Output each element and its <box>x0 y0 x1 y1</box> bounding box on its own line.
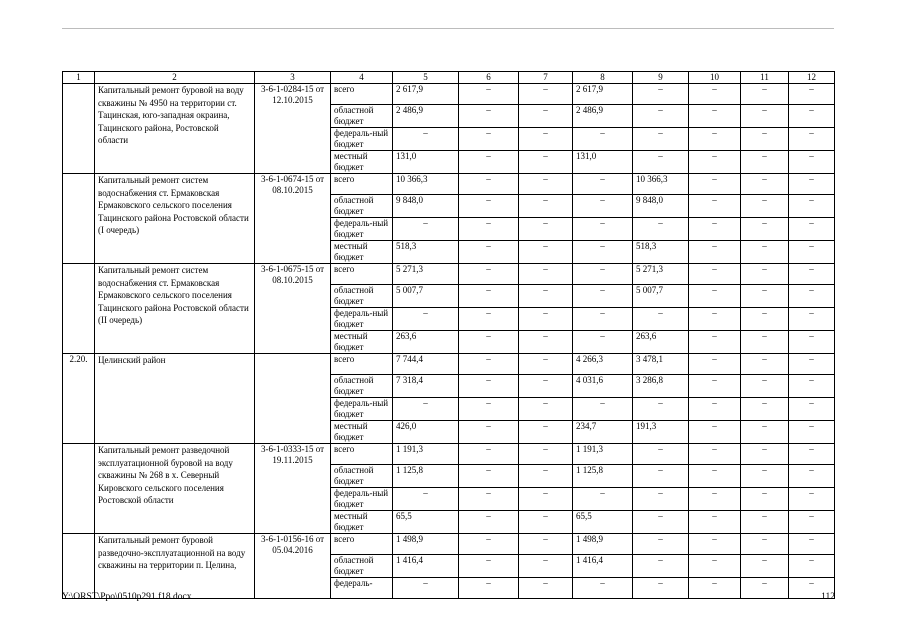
amount-cell: – <box>393 578 459 599</box>
funding-source: областной бюджет <box>331 195 393 218</box>
amount-cell: 426,0 <box>393 421 459 444</box>
amount-cell: – <box>393 218 459 241</box>
amount-cell: – <box>689 354 741 375</box>
amount-cell: 5 271,3 <box>633 264 689 285</box>
amount-cell: 1 416,4 <box>393 555 459 578</box>
amount-cell: – <box>741 578 789 599</box>
amount-cell: – <box>459 354 519 375</box>
amount-cell: – <box>459 128 519 151</box>
amount-cell: – <box>789 354 835 375</box>
amount-cell: 7 318,4 <box>393 375 459 398</box>
amount-cell: – <box>789 308 835 331</box>
amount-cell: 10 366,3 <box>393 174 459 195</box>
amount-cell: 131,0 <box>573 151 633 174</box>
amount-cell: – <box>741 105 789 128</box>
amount-cell: – <box>789 264 835 285</box>
amount-cell: 10 366,3 <box>633 174 689 195</box>
amount-cell: – <box>741 534 789 555</box>
amount-cell: – <box>633 151 689 174</box>
amount-cell: – <box>789 534 835 555</box>
amount-cell: – <box>573 331 633 354</box>
amount-cell: – <box>633 218 689 241</box>
amount-cell: – <box>519 218 573 241</box>
amount-cell: – <box>741 354 789 375</box>
expertise-doc-number: 3-6-1-0284-15 от 12.10.2015 <box>255 84 331 174</box>
amount-cell: – <box>393 488 459 511</box>
column-number: 11 <box>741 72 789 84</box>
table-row <box>63 174 835 195</box>
amount-cell: – <box>519 465 573 488</box>
amount-cell: 1 191,3 <box>573 444 633 465</box>
amount-cell: – <box>689 465 741 488</box>
amount-cell: – <box>573 398 633 421</box>
amount-cell: – <box>689 195 741 218</box>
amount-cell: – <box>519 195 573 218</box>
amount-cell: – <box>393 128 459 151</box>
funding-source: местный бюджет <box>331 421 393 444</box>
funding-source: всего <box>331 174 393 195</box>
expertise-doc-number <box>255 354 331 444</box>
amount-cell: 2 486,9 <box>393 105 459 128</box>
amount-cell: – <box>789 331 835 354</box>
row-number <box>63 84 95 174</box>
amount-cell: – <box>459 555 519 578</box>
amount-cell: – <box>789 488 835 511</box>
expertise-doc-number: 3-6-1-0674-15 от 08.10.2015 <box>255 174 331 264</box>
table-row <box>63 534 835 555</box>
column-number: 4 <box>331 72 393 84</box>
amount-cell: – <box>573 195 633 218</box>
amount-cell: – <box>633 488 689 511</box>
amount-cell: – <box>393 308 459 331</box>
amount-cell: 234,7 <box>573 421 633 444</box>
amount-cell: 263,6 <box>633 331 689 354</box>
amount-cell: – <box>789 444 835 465</box>
expertise-doc-number: 3-6-1-0156-16 от 05.04.2016 <box>255 534 331 599</box>
amount-cell: – <box>689 375 741 398</box>
amount-cell: – <box>689 241 741 264</box>
amount-cell: – <box>741 174 789 195</box>
amount-cell: – <box>573 264 633 285</box>
amount-cell: 1 125,8 <box>573 465 633 488</box>
amount-cell: 518,3 <box>633 241 689 264</box>
funding-source: местный бюджет <box>331 511 393 534</box>
amount-cell: – <box>789 578 835 599</box>
amount-cell: – <box>689 308 741 331</box>
amount-cell: – <box>633 398 689 421</box>
amount-cell: – <box>741 488 789 511</box>
amount-cell: – <box>519 421 573 444</box>
amount-cell: – <box>519 534 573 555</box>
table-row <box>63 444 835 465</box>
amount-cell: – <box>633 555 689 578</box>
funding-source: всего <box>331 84 393 105</box>
amount-cell: – <box>789 421 835 444</box>
project-name: Капитальный ремонт систем водоснабжения ст. Ермаковская Ермаковского сельского поселения Тацинского района Ростовской области (II очередь) <box>95 264 255 354</box>
amount-cell: – <box>789 555 835 578</box>
amount-cell: – <box>459 285 519 308</box>
project-name: Капитальный ремонт разведочной эксплуатационной буровой на воду скважины № 268 в х. Северный Кировского сельского поселения Ростовской области <box>95 444 255 534</box>
amount-cell: 3 286,8 <box>633 375 689 398</box>
amount-cell: – <box>573 218 633 241</box>
amount-cell: 3 478,1 <box>633 354 689 375</box>
amount-cell: – <box>459 421 519 444</box>
amount-cell: – <box>459 465 519 488</box>
amount-cell: – <box>519 151 573 174</box>
amount-cell: 2 486,9 <box>573 105 633 128</box>
funding-source: областной бюджет <box>331 465 393 488</box>
amount-cell: – <box>519 375 573 398</box>
amount-cell: – <box>459 195 519 218</box>
funding-source: областной бюджет <box>331 105 393 128</box>
column-number: 12 <box>789 72 835 84</box>
amount-cell: – <box>789 195 835 218</box>
amount-cell: – <box>633 534 689 555</box>
amount-cell: – <box>689 578 741 599</box>
row-number <box>63 174 95 264</box>
amount-cell: – <box>573 241 633 264</box>
amount-cell: – <box>741 151 789 174</box>
amount-cell: – <box>789 465 835 488</box>
amount-cell: – <box>573 285 633 308</box>
amount-cell: – <box>633 128 689 151</box>
amount-cell: – <box>519 578 573 599</box>
amount-cell: – <box>789 285 835 308</box>
amount-cell: – <box>633 578 689 599</box>
amount-cell: – <box>573 128 633 151</box>
amount-cell: 7 744,4 <box>393 354 459 375</box>
amount-cell: – <box>689 128 741 151</box>
amount-cell: – <box>689 105 741 128</box>
amount-cell: – <box>459 444 519 465</box>
amount-cell: 1 191,3 <box>393 444 459 465</box>
funding-source: федераль-ный бюджет <box>331 398 393 421</box>
amount-cell: – <box>689 534 741 555</box>
amount-cell: – <box>741 375 789 398</box>
column-number: 10 <box>689 72 741 84</box>
amount-cell: – <box>519 285 573 308</box>
amount-cell: – <box>741 465 789 488</box>
amount-cell: – <box>741 84 789 105</box>
amount-cell: 5 007,7 <box>393 285 459 308</box>
project-name: Капитальный ремонт систем водоснабжения ст. Ермаковская Ермаковского сельского поселения Тацинского района Ростовской области (I очередь) <box>95 174 255 264</box>
amount-cell: – <box>689 151 741 174</box>
budget-table <box>62 71 835 599</box>
column-number: 9 <box>633 72 689 84</box>
column-number-row <box>63 72 835 84</box>
amount-cell: – <box>689 511 741 534</box>
amount-cell: – <box>741 128 789 151</box>
amount-cell: 9 848,0 <box>393 195 459 218</box>
funding-source: всего <box>331 264 393 285</box>
funding-source: местный бюджет <box>331 151 393 174</box>
amount-cell: – <box>459 151 519 174</box>
amount-cell: – <box>519 555 573 578</box>
amount-cell: – <box>459 375 519 398</box>
amount-cell: – <box>459 534 519 555</box>
amount-cell: – <box>741 511 789 534</box>
amount-cell: – <box>789 151 835 174</box>
funding-source: местный бюджет <box>331 331 393 354</box>
amount-cell: – <box>633 308 689 331</box>
amount-cell: – <box>519 488 573 511</box>
funding-source: федераль-ный бюджет <box>331 488 393 511</box>
amount-cell: – <box>789 398 835 421</box>
expertise-doc-number: 3-6-1-0675-15 от 08.10.2015 <box>255 264 331 354</box>
amount-cell: – <box>741 421 789 444</box>
funding-source: всего <box>331 534 393 555</box>
row-number <box>63 444 95 534</box>
amount-cell: – <box>789 375 835 398</box>
amount-cell: – <box>689 488 741 511</box>
amount-cell: – <box>519 308 573 331</box>
column-number: 6 <box>459 72 519 84</box>
amount-cell: – <box>789 218 835 241</box>
amount-cell: – <box>633 465 689 488</box>
amount-cell: – <box>689 218 741 241</box>
amount-cell: – <box>741 241 789 264</box>
amount-cell: – <box>459 241 519 264</box>
amount-cell: – <box>519 444 573 465</box>
expertise-doc-number: 3-6-1-0333-15 от 19.11.2015 <box>255 444 331 534</box>
amount-cell: 263,6 <box>393 331 459 354</box>
amount-cell: – <box>519 241 573 264</box>
amount-cell: – <box>741 444 789 465</box>
funding-source: местный бюджет <box>331 241 393 264</box>
amount-cell: – <box>741 331 789 354</box>
row-number: 2.20. <box>63 354 95 444</box>
amount-cell: – <box>573 578 633 599</box>
amount-cell: – <box>459 105 519 128</box>
amount-cell: – <box>519 84 573 105</box>
funding-source: федераль-ный бюджет <box>331 308 393 331</box>
amount-cell: 65,5 <box>573 511 633 534</box>
column-number: 5 <box>393 72 459 84</box>
funding-source: областной бюджет <box>331 285 393 308</box>
project-name: Капитальный ремонт буровой на воду скважины № 4950 на территории ст. Тацинская, юго-западная окраина, Тацинского района, Ростовской области <box>95 84 255 174</box>
amount-cell: – <box>519 511 573 534</box>
amount-cell: – <box>633 511 689 534</box>
amount-cell: – <box>459 308 519 331</box>
amount-cell: – <box>689 444 741 465</box>
amount-cell: 65,5 <box>393 511 459 534</box>
amount-cell: – <box>633 105 689 128</box>
funding-source: всего <box>331 444 393 465</box>
amount-cell: 1 416,4 <box>573 555 633 578</box>
amount-cell: – <box>741 218 789 241</box>
amount-cell: – <box>459 264 519 285</box>
amount-cell: – <box>789 105 835 128</box>
amount-cell: – <box>459 84 519 105</box>
amount-cell: 2 617,9 <box>393 84 459 105</box>
amount-cell: 5 007,7 <box>633 285 689 308</box>
amount-cell: – <box>459 511 519 534</box>
amount-cell: 9 848,0 <box>633 195 689 218</box>
amount-cell: 131,0 <box>393 151 459 174</box>
amount-cell: – <box>689 421 741 444</box>
amount-cell: – <box>741 264 789 285</box>
amount-cell: – <box>459 578 519 599</box>
amount-cell: 4 266,3 <box>573 354 633 375</box>
amount-cell: 5 271,3 <box>393 264 459 285</box>
column-number: 1 <box>63 72 95 84</box>
amount-cell: 1 125,8 <box>393 465 459 488</box>
amount-cell: 1 498,9 <box>393 534 459 555</box>
amount-cell: – <box>789 128 835 151</box>
amount-cell: – <box>573 488 633 511</box>
column-number: 2 <box>95 72 255 84</box>
amount-cell: – <box>459 331 519 354</box>
amount-cell: – <box>689 84 741 105</box>
table-row <box>63 354 835 375</box>
page-top-rule <box>62 28 834 29</box>
amount-cell: – <box>741 398 789 421</box>
amount-cell: – <box>573 174 633 195</box>
table-row <box>63 264 835 285</box>
project-name: Целинский район <box>95 354 255 444</box>
amount-cell: – <box>741 555 789 578</box>
footer-page-number: 112 <box>821 592 835 602</box>
amount-cell: 191,3 <box>633 421 689 444</box>
amount-cell: – <box>789 174 835 195</box>
amount-cell: – <box>633 444 689 465</box>
row-number <box>63 534 95 599</box>
amount-cell: – <box>741 308 789 331</box>
amount-cell: – <box>573 308 633 331</box>
funding-source: федераль-ный бюджет <box>331 218 393 241</box>
amount-cell: – <box>689 398 741 421</box>
column-number: 3 <box>255 72 331 84</box>
amount-cell: – <box>689 264 741 285</box>
amount-cell: 2 617,9 <box>573 84 633 105</box>
amount-cell: – <box>789 241 835 264</box>
funding-source: федераль- <box>331 578 393 599</box>
amount-cell: 1 498,9 <box>573 534 633 555</box>
amount-cell: – <box>519 264 573 285</box>
amount-cell: – <box>519 105 573 128</box>
column-number: 7 <box>519 72 573 84</box>
row-number <box>63 264 95 354</box>
amount-cell: – <box>459 488 519 511</box>
column-number: 8 <box>573 72 633 84</box>
footer-file-path: Y:\ORST\Ppo\0510p291.f18.docx <box>62 592 192 602</box>
amount-cell: – <box>459 174 519 195</box>
table-row <box>63 84 835 105</box>
amount-cell: – <box>459 218 519 241</box>
amount-cell: – <box>789 84 835 105</box>
funding-source: областной бюджет <box>331 375 393 398</box>
amount-cell: – <box>519 128 573 151</box>
funding-source: федераль-ный бюджет <box>331 128 393 151</box>
amount-cell: 4 031,6 <box>573 375 633 398</box>
amount-cell: – <box>519 398 573 421</box>
amount-cell: – <box>741 195 789 218</box>
funding-source: областной бюджет <box>331 555 393 578</box>
amount-cell: – <box>689 174 741 195</box>
funding-source: всего <box>331 354 393 375</box>
amount-cell: – <box>689 555 741 578</box>
amount-cell: – <box>789 511 835 534</box>
amount-cell: – <box>519 354 573 375</box>
amount-cell: – <box>519 331 573 354</box>
amount-cell: – <box>689 285 741 308</box>
project-name: Капитальный ремонт буровой разведочно-эксплуатационной на воду скважины на территории п. Целина, <box>95 534 255 599</box>
amount-cell: – <box>519 174 573 195</box>
amount-cell: – <box>741 285 789 308</box>
amount-cell: – <box>459 398 519 421</box>
amount-cell: – <box>393 398 459 421</box>
amount-cell: – <box>633 84 689 105</box>
amount-cell: – <box>689 331 741 354</box>
amount-cell: 518,3 <box>393 241 459 264</box>
